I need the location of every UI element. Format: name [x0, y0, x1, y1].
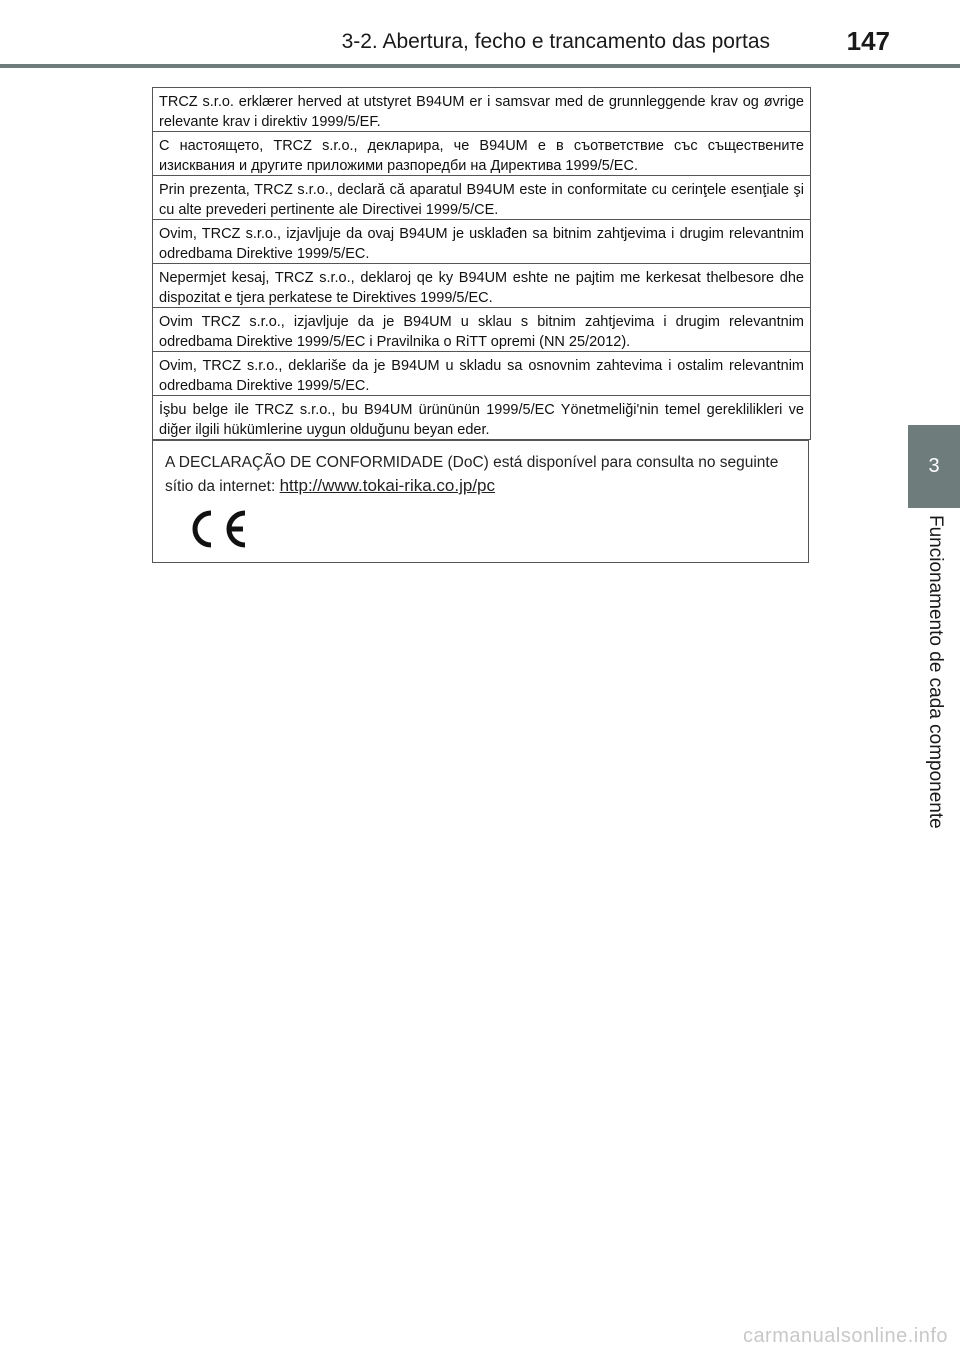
declaration-row-bulgarian: С настоящето, TRCZ s.r.o., декларира, че B94UM е в съответствие със съществените изисквания и другите приложими разпоредби на Директива 1999/5/ЕС.	[153, 132, 810, 176]
doc-text: A DECLARAÇÃO DE CONFORMIDADE (DoC) está disponível para consulta no seguinte sítio da internet:	[165, 454, 779, 495]
declaration-row-bosnian: Ovim, TRCZ s.r.o., izjavljuje da ovaj B94UM je usklađen sa bitnim zahtjevima i drugim relevantnim odredbama Direktive 1999/5/EC.	[153, 220, 810, 264]
header-title: 3-2. Abertura, fecho e trancamento das portas	[341, 30, 770, 53]
chapter-number: 3	[928, 455, 940, 477]
chapter-tab[interactable]	[908, 425, 960, 508]
header-rule	[0, 64, 960, 68]
chapter-label: Funcionamento de cada componente	[925, 515, 946, 829]
declaration-row-romanian: Prin prezenta, TRCZ s.r.o., declară că aparatul B94UM este in conformitate cu cerinţele esenţiale şi cu alte prevederi pertinente ale Directivei 1999/5/CE.	[153, 176, 810, 220]
declaration-row-serbian: Ovim, TRCZ s.r.o., deklariše da je B94UM u skladu sa osnovnim zahtevima i ostalim relevantnim odredbama Direktive 1999/5/EC.	[153, 352, 810, 396]
declaration-row-albanian: Nepermjet kesaj, TRCZ s.r.o., deklaroj qe ky B94UM eshte ne pajtim me kerkesat thelbesore dhe dispozitat e tjera perkatese te Direktives 1999/5/EC.	[153, 264, 810, 308]
page-number: 147	[846, 26, 890, 56]
declaration-table	[152, 87, 811, 440]
declaration-row-croatian: Ovim TRCZ s.r.o., izjavljuje da je B94UM u sklau s bitnim zahtjevima i drugim relevantnim odredbama Direktive 1999/5/EC i Pravilnika o RiTT opremi (NN 25/2012).	[153, 308, 810, 352]
ce-mark-icon	[181, 507, 251, 551]
declaration-row-norwegian: TRCZ s.r.o. erklærer herved at utstyret B94UM er i samsvar med de grunnleggende krav og øvrige relevante krav i direktiv 1999/5/EF.	[153, 88, 810, 132]
doc-availability-box	[152, 440, 809, 563]
declaration-row-turkish: İşbu belge ile TRCZ s.r.o., bu B94UM ürününün 1999/5/EC Yönetmeliği'nin temel gereklilikleri ve diğer ilgili hükümlerine uygun olduğunu beyan eder.	[153, 396, 810, 440]
watermark: carmanualsonline.info	[742, 1325, 948, 1347]
chapter-label-wrap	[908, 515, 960, 870]
doc-link[interactable]: http://www.tokai-rika.co.jp/pc	[279, 476, 496, 495]
